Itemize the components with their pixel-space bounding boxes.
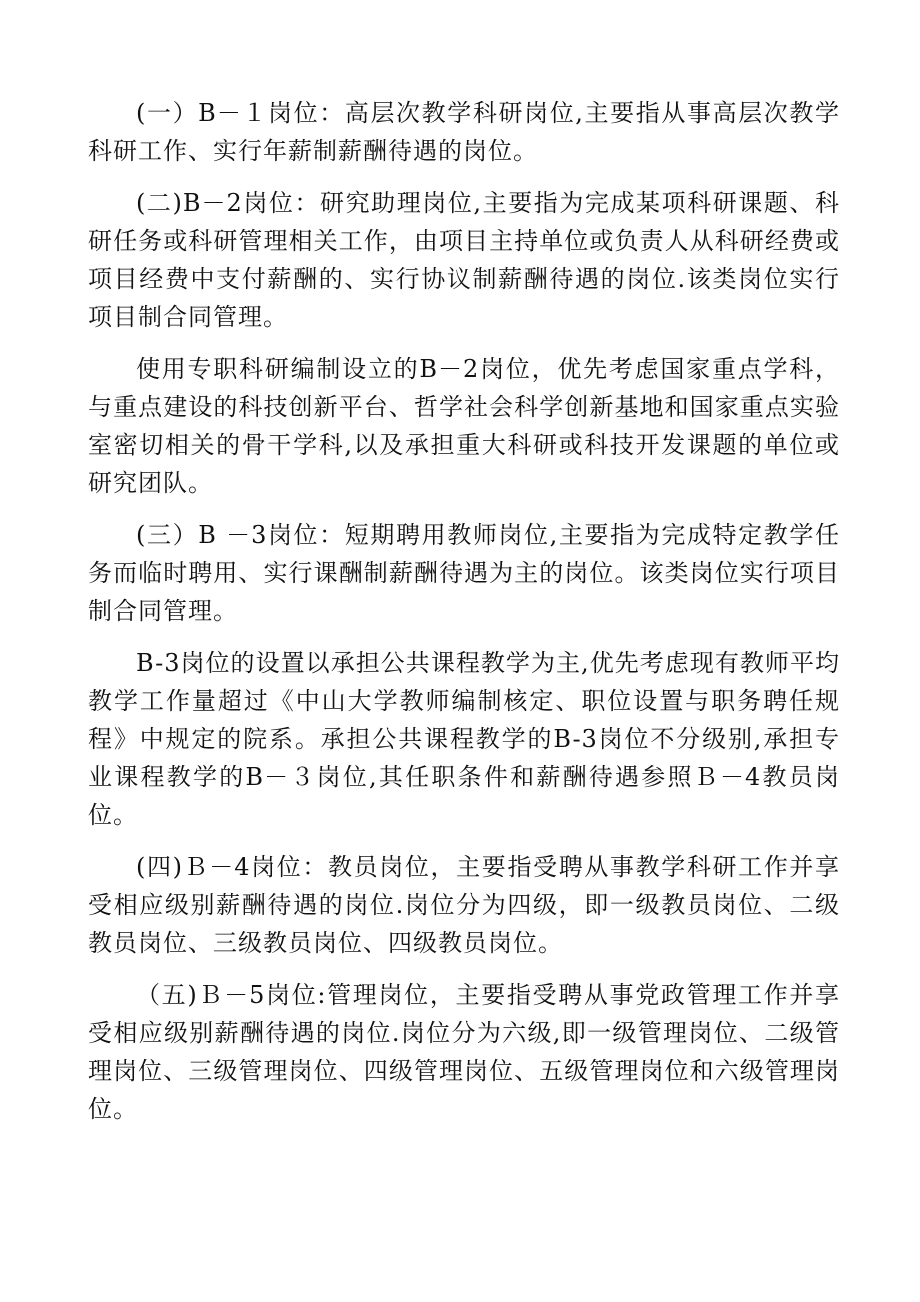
paragraph-b2-usage: 使用专职科研编制设立的B－2岗位，优先考虑国家重点学科，与重点建设的科技创新平台、哲学社会科学创新基地和国家重点实验室密切相关的骨干学科,以及承担重大科研或科技开发课题的单位或研究团队。 [88,355,840,497]
paragraph-b2: (二)B－2岗位：研究助理岗位,主要指为完成某项科研课题、科研任务或科研管理相关工作，由项目主持单位或负责人从科研经费或项目经费中支付薪酬的、实行协议制薪酬待遇的岗位.该类岗位实行项目制合同管理。 [88,189,840,331]
paragraph-b4: (四)Ｂ－4岗位：教员岗位，主要指受聘从事教学科研工作并享受相应级别薪酬待遇的岗位.岗位分为四级，即一级教员岗位、二级教员岗位、三级教员岗位、四级教员岗位。 [88,853,840,957]
paragraph-b1: (一）B－１岗位：高层次教学科研岗位,主要指从事高层次教学科研工作、实行年薪制薪酬待遇的岗位。 [88,99,840,165]
paragraph-b3: (三）B －3岗位：短期聘用教师岗位,主要指为完成特定教学任务而临时聘用、实行课酬制薪酬待遇为主的岗位。该类岗位实行项目制合同管理。 [88,521,840,625]
paragraph-b3-setup: B-3岗位的设置以承担公共课程教学为主,优先考虑现有教师平均教学工作量超过《中山大学教师编制核定、职位设置与职务聘任规程》中规定的院系。承担公共课程教学的B-3岗位不分级别,承担专业课程教学的B－３岗位,其任职条件和薪酬待遇参照Ｂ－4教员岗位。 [88,649,840,829]
paragraph-b5: （五)Ｂ－5岗位:管理岗位，主要指受聘从事党政管理工作并享受相应级别薪酬待遇的岗位.岗位分为六级,即一级管理岗位、二级管理岗位、三级管理岗位、四级管理岗位、五级管理岗位和六级管理岗位。 [88,981,840,1123]
